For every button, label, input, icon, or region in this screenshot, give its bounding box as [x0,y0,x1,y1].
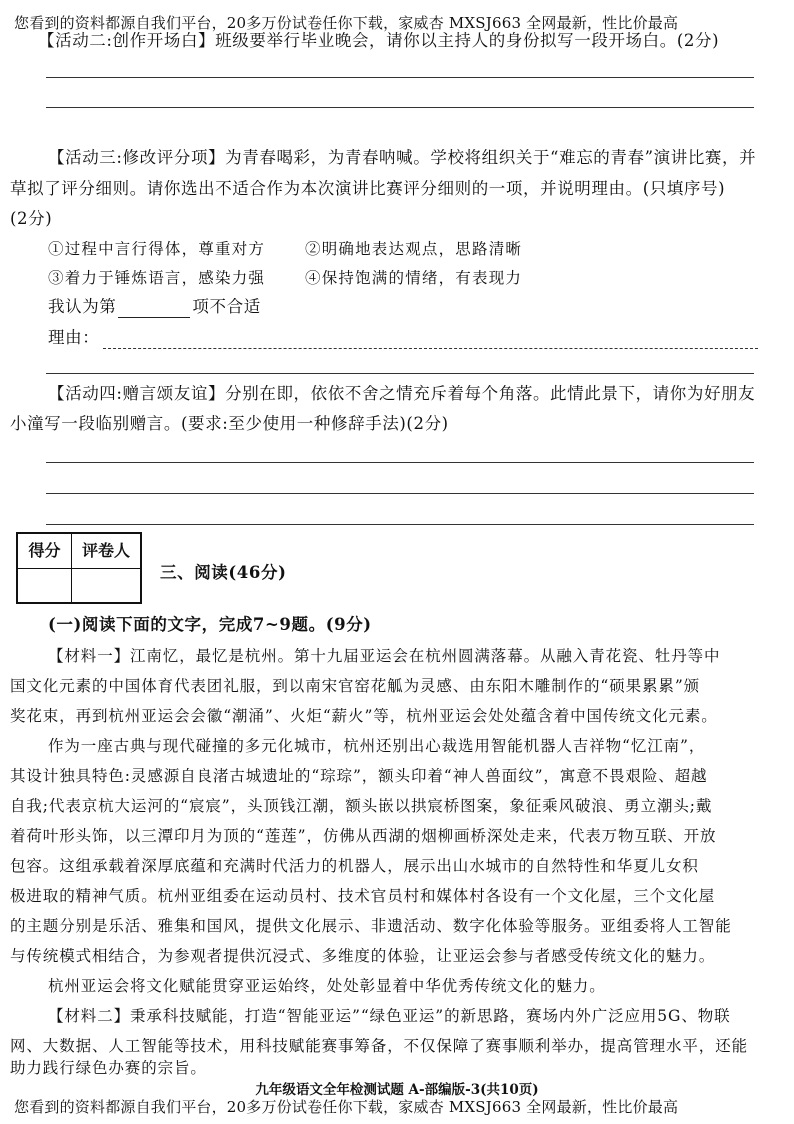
activity4-prompt-line1: 【活动四:赠言颂友谊】分别在即，依依不舍之情充斥着每个角落。此情此景下，请你为好朋友 [48,384,756,403]
answer-number-blank[interactable] [118,301,190,318]
section3-title: 三、阅读(46分) [160,563,287,582]
watermark-bottom: 您看到的资料都源自我们平台，20多万份试卷任你下载，家威杏 MXSJ663 全网最新，性比价最高 [14,1098,679,1116]
passage-line: 【材料一】江南忆，最忆是杭州。第十九届亚运会在杭州圆满落幕。从融入青花瓷、牡丹等中 [48,647,721,665]
watermark-top: 您看到的资料都源自我们平台，20多万份试卷任你下载，家威杏 MXSJ663 全网最新，性比价最高 [14,14,679,32]
option-1: ①过程中言行得体，尊重对方 [48,240,266,258]
option-3: ③着力于锤炼语言，感染力强 [48,269,266,287]
passage-line: 杭州亚运会将文化赋能贯穿亚运始终，处处彰显着中华优秀传统文化的魅力。 [48,977,606,995]
option-2: ②明确地表达观点，思路清晰 [305,240,523,258]
activity2-answer-line-1[interactable] [46,77,754,78]
passage-line: 网、大数据、人工智能等技术，用科技赋能赛事筹备，不仅保障了赛事顺利举办，提高管理水平，还能 [10,1037,749,1055]
passage-line: 助力践行绿色办赛的宗旨。 [10,1059,207,1077]
reading1-heading: (一)阅读下面的文字，完成7~9题。(9分) [48,615,372,634]
activity3-prompt-line1: 【活动三:修改评分项】为青春喝彩，为青春呐喊。学校将组织关于“难忘的青春”演讲比赛，并 [48,148,757,167]
passage-line: 其设计独具特色:灵感源自良渚古城遗址的“琮琮”，额头印着“神人兽面纹”，寓意不畏艰险、超越 [10,767,708,785]
score-label: 得分 [18,534,72,569]
activity3-prompt-line3: (2分) [10,209,53,228]
passage-line: 国文化元素的中国体育代表团礼服，到以南宋官窑花觚为灵感、由东阳木雕制作的“硕果累累”颁 [10,677,701,695]
reason-label: 理由： [48,328,100,347]
page-footer: 九年级语文全年检测试题 A-部编版-3(共10页) [255,1082,539,1098]
activity4-prompt-line2: 小潼写一段临别赠言。(要求:至少使用一种修辞手法)(2分) [10,414,449,433]
activity2-prompt: 【活动二:创作开场白】班级要举行毕业晚会，请你以主持人的身份拟写一段开场白。(2分) [38,31,720,50]
passage-line: 的主题分别是乐活、雅集和国风，提供文化展示、非遗活动、数字化体验等服务。亚组委将人工智能 [10,917,732,935]
activity2-answer-line-2[interactable] [46,107,754,108]
grader-input-cell[interactable] [72,569,140,602]
score-table [16,532,142,604]
activity4-answer-line-3[interactable] [46,524,754,525]
activity3-answer-line[interactable] [46,373,754,374]
passage-line: 包容。这组承载着深厚底蕴和充满时代活力的机器人，展示出山水城市的自然特性和华夏儿女积 [10,857,699,875]
reason-blank[interactable] [103,332,758,349]
passage-line: 奖花束，再到杭州亚运会会徽“潮涌”、火炬“薪火”等，杭州亚运会处处蕴含着中国传统文化元素。 [10,707,718,725]
passage-line: 自我;代表京杭大运河的“宸宸”，头顶钱江潮，额头嵌以拱宸桥图案，象征乘风破浪、勇立潮头;戴 [10,797,713,815]
option-4: ④保持饱满的情绪，有表现力 [305,269,523,287]
activity4-answer-line-1[interactable] [46,462,754,463]
passage-line: 着荷叶形头饰，以三潭印月为顶的“莲莲”，仿佛从西湖的烟柳画桥深处走来，代表万物互联、开放 [10,827,717,845]
activity3-prompt-line2: 草拟了评分细则。请你选出不适合作为本次演讲比赛评分细则的一项，并说明理由。(只填序号) [10,179,726,198]
passage-line: 与传统模式相结合，为参观者提供沉浸式、多维度的体验，让亚运会参与者感受传统文化的魅力。 [10,947,716,965]
score-input-cell[interactable] [18,569,72,602]
passage-line: 极进取的精神气质。杭州亚组委在运动员村、技术官员村和媒体村各设有一个文化屋，三个文化屋 [10,887,716,905]
activity3-answer-row [48,296,261,318]
answer-prefix: 我认为第 [48,297,117,316]
passage-line: 作为一座古典与现代碰撞的多元化城市，杭州还别出心裁选用智能机器人吉祥物“忆江南”， [48,737,706,755]
answer-suffix: 项不合适 [192,297,261,316]
grader-label: 评卷人 [72,534,140,569]
activity3-reason-row [48,327,758,349]
passage-line: 【材料二】秉承科技赋能，打造“智能亚运”“绿色亚运”的新思路，赛场内外广泛应用5G、物联 [48,1007,731,1025]
activity4-answer-line-2[interactable] [46,493,754,494]
